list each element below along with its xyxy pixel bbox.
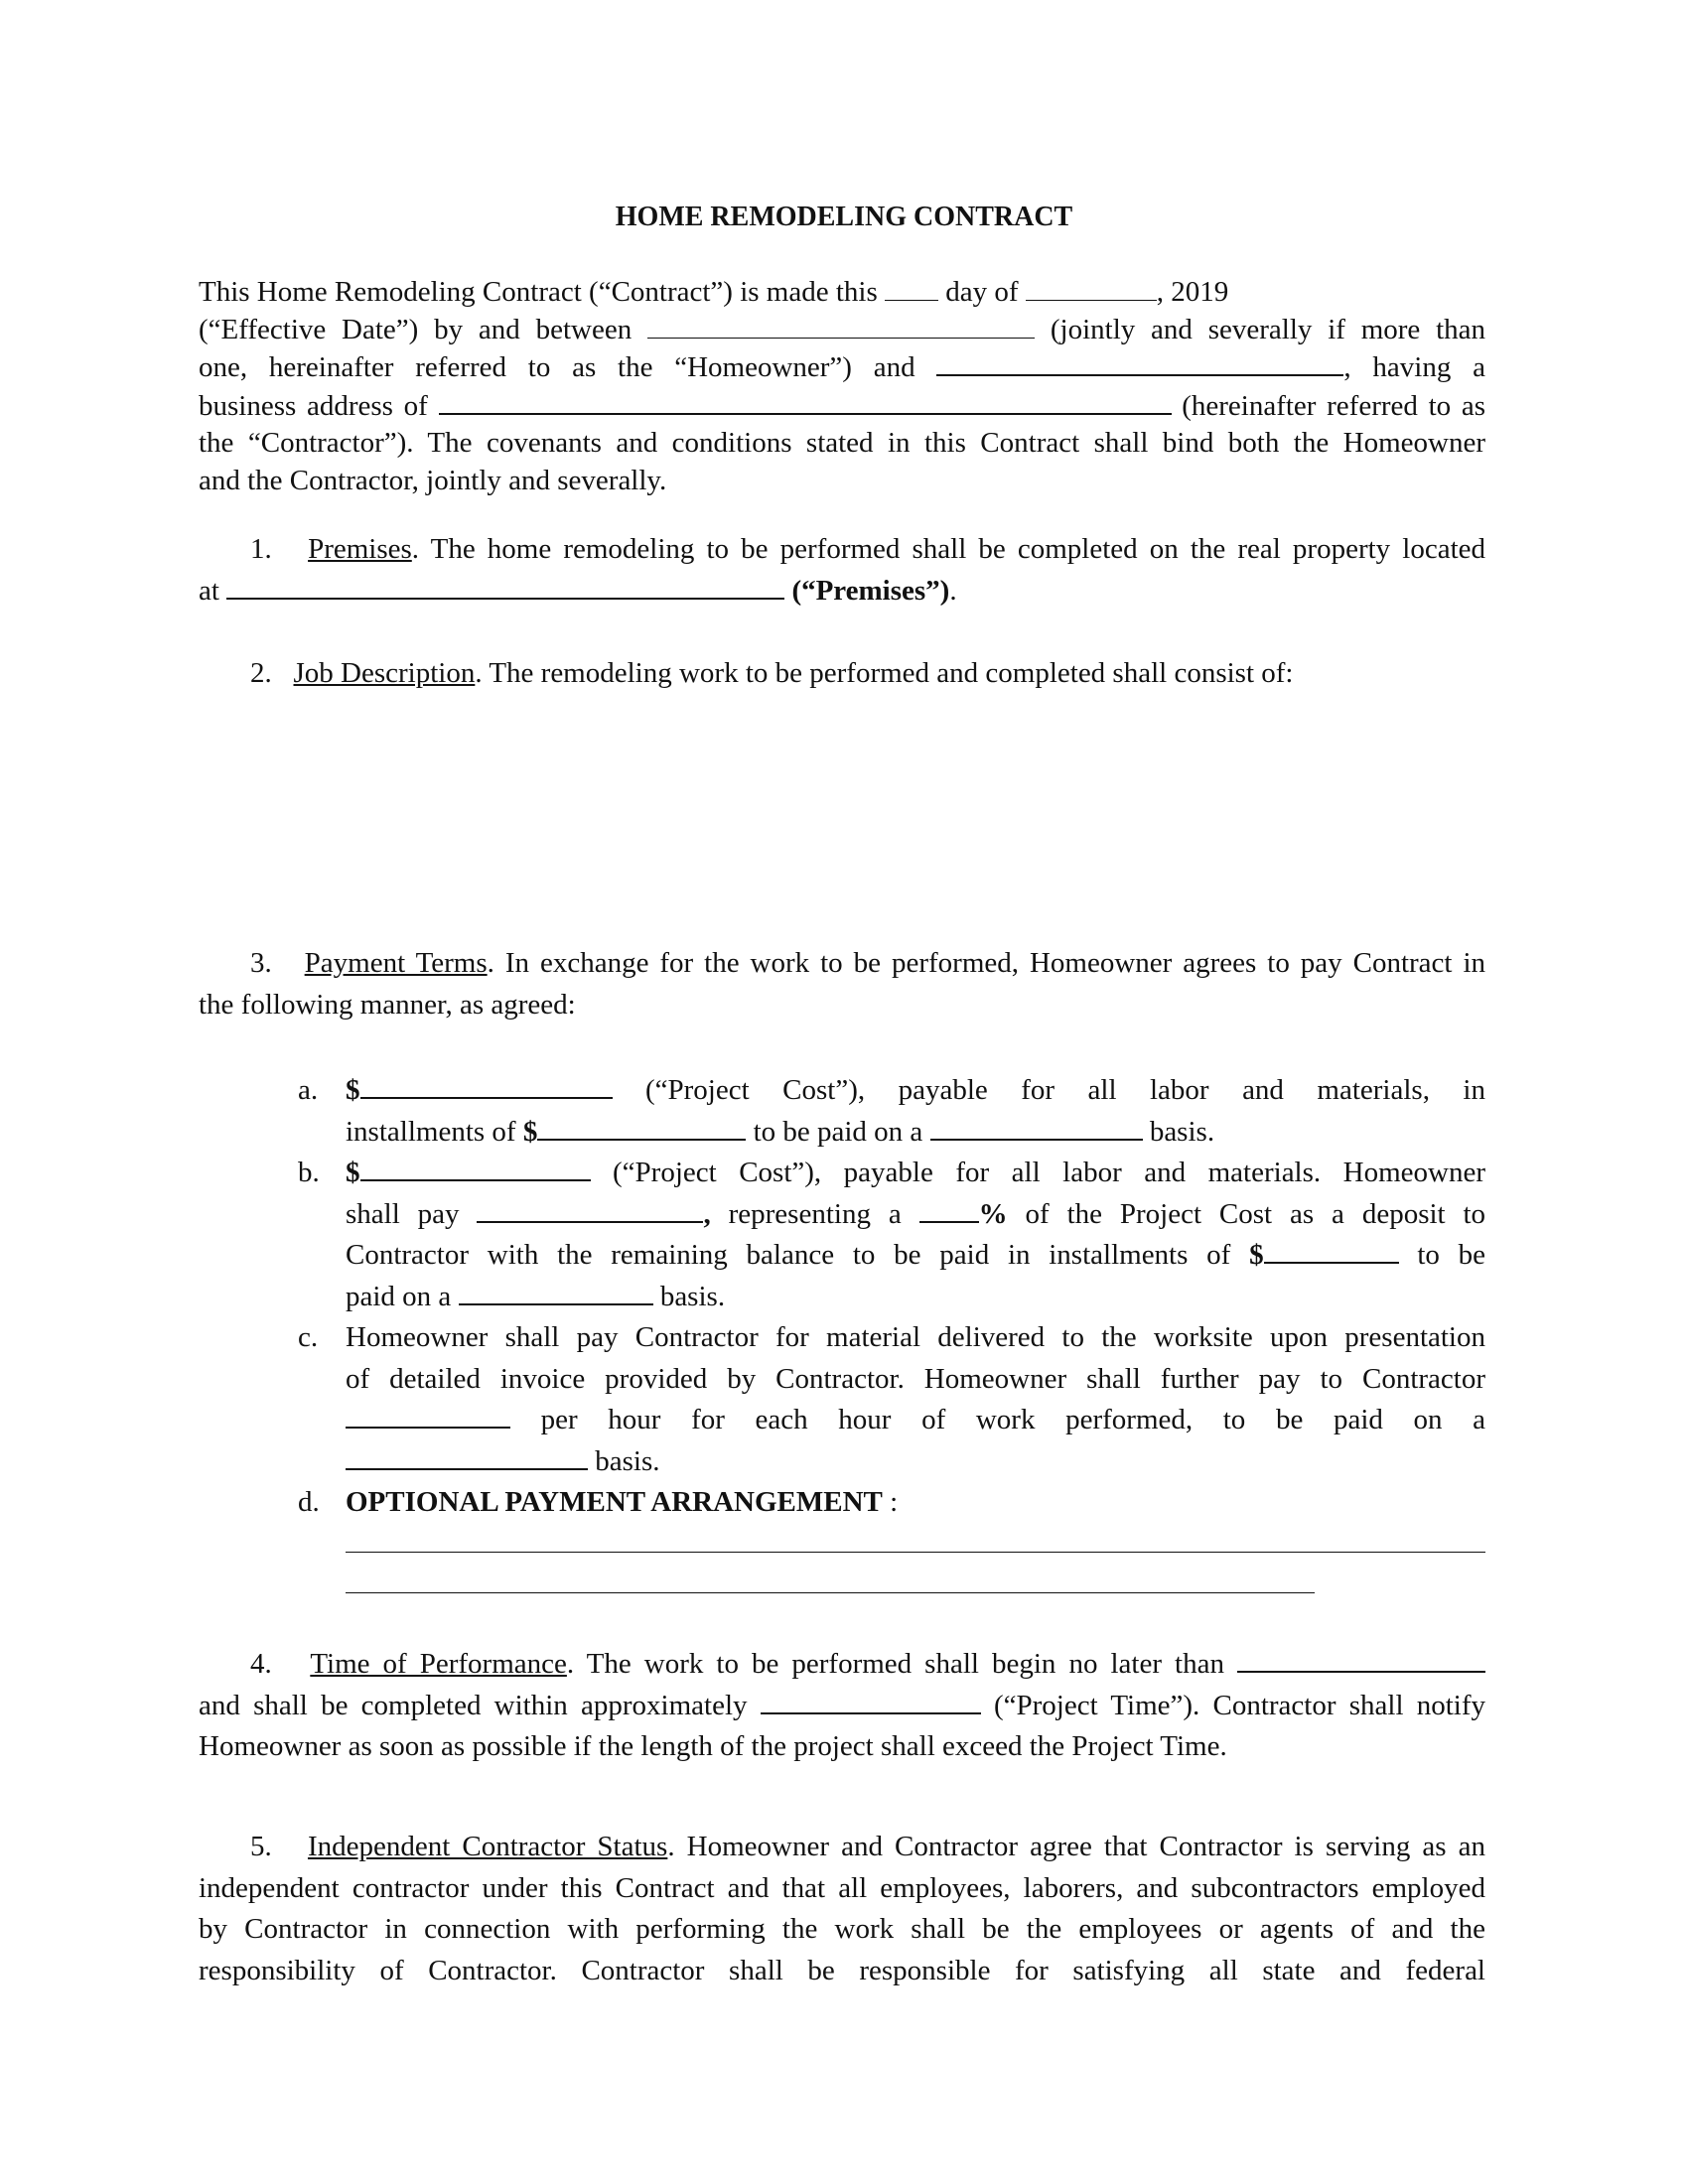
basis-a-blank[interactable] <box>930 1113 1143 1141</box>
deposit-percent-blank[interactable] <box>919 1195 979 1223</box>
business-address-blank[interactable] <box>439 387 1172 415</box>
section-payment-terms: 3. Payment Terms. In exchange for the work to be performed, Homeowner agrees to pay Contract in the following manner, as agreed: <box>199 947 1485 1021</box>
section-heading: Job Description <box>293 657 476 689</box>
basis-c-blank[interactable] <box>346 1442 588 1470</box>
intro-line-4: business address of (hereinafter referred to as <box>199 387 1485 426</box>
section-heading: Premises <box>308 533 412 565</box>
start-date-blank[interactable] <box>1237 1645 1485 1673</box>
intro-line-5: the “Contractor”). The covenants and conditions stated in this Contract shall bind both the Homeowner <box>199 427 1485 459</box>
page-title: HOME REMODELING CONTRACT <box>615 202 1073 232</box>
project-time-blank[interactable] <box>761 1687 981 1714</box>
payment-option-a: a. $ (“Project Cost”), payable for all labor and materials, in installments of $ to be paid on a basis. <box>346 1070 1485 1153</box>
section-heading: Independent Contractor Status <box>307 1831 668 1862</box>
deposit-amount-blank[interactable] <box>477 1195 703 1223</box>
intro-line-6: and the Contractor, jointly and severally. <box>199 464 667 496</box>
section-time-of-performance: 4. Time of Performance. The work to be performed shall begin no later than and shall be completed within approximately (“Project Time”). Contractor shall notify Homeowner as soon as possible if the length of the project shall exceed the Project Time. <box>199 1644 1485 1768</box>
intro-paragraph <box>199 274 1485 499</box>
contractor-name-blank[interactable] <box>936 348 1343 376</box>
payment-option-c: c. Homeowner shall pay Contractor for material delivered to the worksite upon presentation of detailed invoice provided by Contractor. Homeowner shall further pay to Contractor per hour for each hour of work performed, to be paid on a basis. <box>298 1321 1486 1477</box>
project-cost-b-blank[interactable] <box>360 1154 591 1181</box>
basis-b-blank[interactable] <box>459 1278 653 1305</box>
installment-b-blank[interactable] <box>1264 1236 1399 1264</box>
month-blank[interactable] <box>1026 274 1157 301</box>
payment-option-d: d. OPTIONAL PAYMENT ARRANGEMENT : <box>346 1482 1485 1606</box>
optional-arrangement-line-1[interactable] <box>346 1526 1485 1553</box>
section-heading: Payment Terms <box>304 947 488 979</box>
section-independent-contractor: 5. Independent Contractor Status. Homeowner and Contractor agree that Contractor is serving as an independent contractor under this Contract and that all employees, laborers, and subcontractors employed by Contractor in connection with performing the work shall be the employees or agents of and the responsibility of Contractor. Contractor shall be responsible for satisfying all state and federal <box>199 1831 1486 1986</box>
hourly-rate-blank[interactable] <box>346 1401 510 1429</box>
project-cost-a-blank[interactable] <box>360 1071 613 1099</box>
optional-arrangement-line-2[interactable] <box>346 1567 1315 1593</box>
day-blank[interactable] <box>885 274 938 301</box>
premises-address-blank[interactable] <box>226 572 784 600</box>
homeowner-name-blank[interactable] <box>647 312 1035 339</box>
intro-line-3: one, hereinafter referred to as the “Homeowner”) and , having a <box>199 348 1485 387</box>
installment-a-blank[interactable] <box>537 1113 746 1141</box>
section-heading: Time of Performance <box>310 1648 567 1680</box>
intro-line-2: (“Effective Date”) by and between (jointly and severally if more than <box>199 313 1486 345</box>
intro-line-1: This Home Remodeling Contract (“Contract”) is made this day of , 2019 <box>199 276 1229 308</box>
section-premises: 1. Premises. The home remodeling to be performed shall be completed on the real property located at (“Premises”). <box>199 533 1485 607</box>
section-job-description: 2. Job Description. The remodeling work to be performed and completed shall consist of: <box>250 657 1294 689</box>
payment-option-b: b. $ (“Project Cost”), payable for all labor and materials. Homeowner shall pay , representing a % of the Project Cost as a deposit to Contractor with the remaining balance to be paid in installments of $ to be paid on a basis. <box>346 1153 1485 1317</box>
